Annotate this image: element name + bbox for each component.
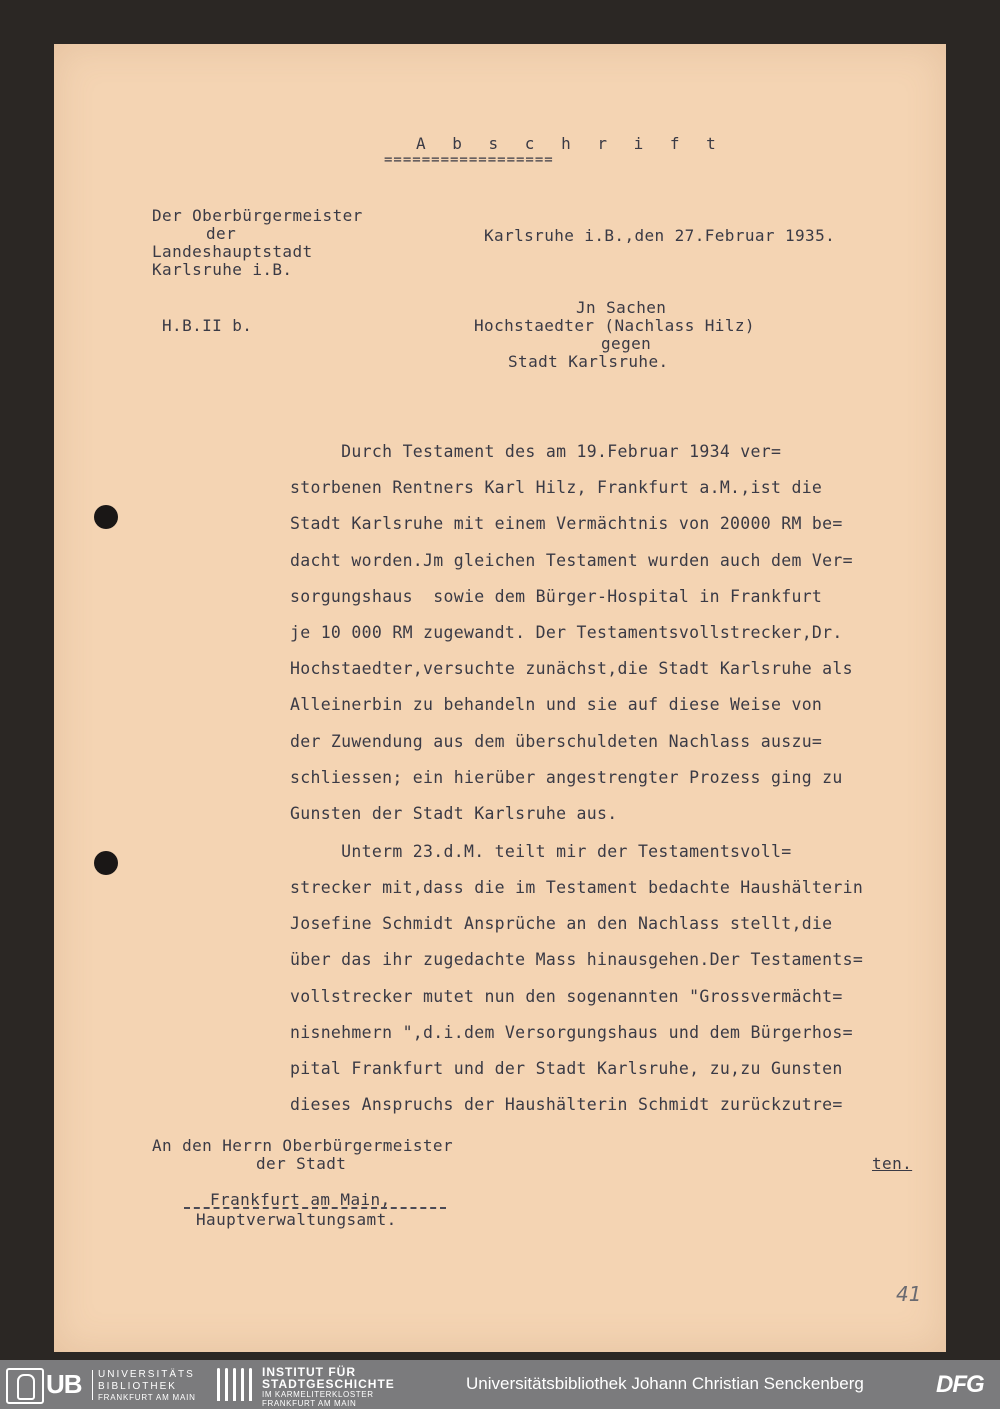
continuation-word: ten. bbox=[872, 1154, 913, 1173]
sender-line-2: der bbox=[206, 224, 237, 243]
body-line: storbenen Rentners Karl Hilz, Frankfurt a.M.,ist die bbox=[290, 478, 823, 497]
punch-hole-top bbox=[94, 505, 118, 529]
ub-logo-line-3: FRANKFURT AM MAIN bbox=[98, 1393, 196, 1402]
body-line: Stadt Karlsruhe mit einem Vermächtnis von 20000 RM be= bbox=[290, 514, 843, 533]
recipient-office: Hauptverwaltungsamt. bbox=[196, 1210, 397, 1229]
body-line: strecker mit,dass die im Testament bedachte Haushälterin bbox=[290, 878, 864, 897]
isg-logo-line-1: INSTITUT FÜR bbox=[262, 1365, 356, 1379]
recipient-line-2: der Stadt bbox=[256, 1154, 347, 1173]
recipient-city: Frankfurt am Main, bbox=[210, 1190, 391, 1209]
subject-line-2: Hochstaedter (Nachlass Hilz) bbox=[474, 316, 755, 335]
sender-line-4: Karlsruhe i.B. bbox=[152, 260, 293, 279]
subject-line-1: Jn Sachen bbox=[576, 298, 667, 317]
reference-code: H.B.II b. bbox=[162, 316, 253, 335]
isg-columns-icon bbox=[217, 1368, 253, 1401]
place-date: Karlsruhe i.B.,den 27.Februar 1935. bbox=[484, 226, 836, 245]
sender-line-3: Landeshauptstadt bbox=[152, 242, 313, 261]
subject-line-3: gegen bbox=[601, 334, 652, 353]
ub-portrait-icon bbox=[6, 1368, 44, 1404]
ub-logo-line-2: BIBLIOTHEK bbox=[98, 1381, 177, 1392]
library-name: Universitätsbibliothek Johann Christian Senckenberg bbox=[466, 1374, 864, 1393]
isg-logo-line-2: STADTGESCHICHTE bbox=[262, 1377, 395, 1391]
ub-logo-divider bbox=[92, 1370, 93, 1400]
footer-bar bbox=[0, 1360, 1000, 1409]
body-line: Hochstaedter,versuchte zunächst,die Stadt Karlsruhe als bbox=[290, 659, 853, 678]
recipient-line-1: An den Herrn Oberbürgermeister bbox=[152, 1136, 453, 1155]
body-line: pital Frankfurt und der Stadt Karlsruhe, zu,zu Gunsten bbox=[290, 1059, 843, 1078]
document-title: A b s c h r i f t bbox=[416, 134, 725, 153]
body-line: Durch Testament des am 19.Februar 1934 ver= bbox=[290, 442, 782, 461]
body-line: dieses Anspruchs der Haushälterin Schmidt zurückzutre= bbox=[290, 1095, 843, 1114]
body-line: dacht worden.Jm gleichen Testament wurden auch dem Ver= bbox=[290, 551, 853, 570]
sender-line-1: Der Oberbürgermeister bbox=[152, 206, 363, 225]
body-line: Josefine Schmidt Ansprüche an den Nachlass stellt,die bbox=[290, 914, 833, 933]
body-line: der Zuwendung aus dem überschuldeten Nachlass auszu= bbox=[290, 732, 823, 751]
document-page bbox=[54, 44, 946, 1352]
subject-line-4: Stadt Karlsruhe. bbox=[508, 352, 669, 371]
body-line: je 10 000 RM zugewandt. Der Testamentsvollstrecker,Dr. bbox=[290, 623, 843, 642]
body-line: schliessen; ein hierüber angestrengter Prozess ging zu bbox=[290, 768, 843, 787]
body-line: über das ihr zugedachte Mass hinausgehen.Der Testaments= bbox=[290, 950, 864, 969]
ub-logo-line-1: UNIVERSITÄTS bbox=[98, 1369, 195, 1380]
title-underline: ================== bbox=[384, 152, 554, 168]
ub-logo-letters: UB bbox=[46, 1369, 82, 1399]
isg-logo-line-3: IM KARMELITERKLOSTER bbox=[262, 1390, 374, 1399]
body-line: vollstrecker mutet nun den sogenannten "Grossvermächt= bbox=[290, 987, 843, 1006]
pencil-page-number: 41 bbox=[896, 1282, 922, 1306]
body-line: Alleinerbin zu behandeln und sie auf diese Weise von bbox=[290, 695, 823, 714]
body-line: sorgungshaus sowie dem Bürger-Hospital in Frankfurt bbox=[290, 587, 823, 606]
isg-logo-line-4: FRANKFURT AM MAIN bbox=[262, 1399, 357, 1408]
body-line: Gunsten der Stadt Karlsruhe aus. bbox=[290, 804, 618, 823]
body-line: nisnehmern ",d.i.dem Versorgungshaus und dem Bürgerhos= bbox=[290, 1023, 853, 1042]
body-line: Unterm 23.d.M. teilt mir der Testamentsvoll= bbox=[290, 842, 792, 861]
punch-hole-bottom bbox=[94, 851, 118, 875]
address-rule bbox=[184, 1207, 446, 1209]
dfg-logo: DFG bbox=[936, 1371, 984, 1398]
